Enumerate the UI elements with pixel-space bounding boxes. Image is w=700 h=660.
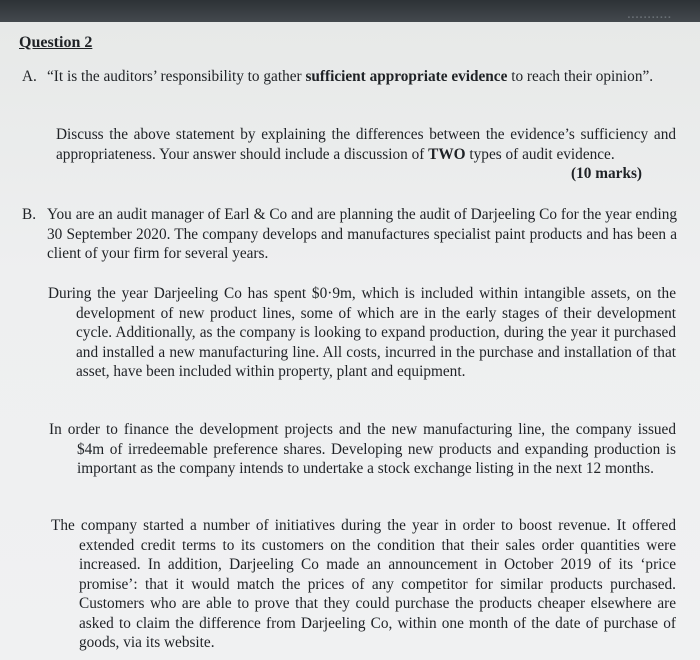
- part-a-quote-start: “It is the auditors’ responsibility to gather: [47, 68, 306, 85]
- faded-header-text: ...........: [627, 9, 672, 21]
- part-b-paragraph-1: During the year Darjeeling Co has spent $0·9m, which is included within intangible assets, on the development of new product lines, some of which are in the early stages of their development cycle. Additionally, as the company is looking to expand production, during the year it purchased and installed a new manufacturing line. All costs, incurred in the purchase and installation of that asset, have been included within property, plant and equipment.: [48, 285, 676, 380]
- part-a-instruction-start: Discuss the above statement by explaining the differences between the evidence’s sufficiency and appropriateness. Your answer should include a discussion of: [56, 126, 676, 163]
- part-a-instruction-end: types of audit evidence.: [465, 145, 615, 163]
- part-a-quote-end: to reach their opinion”.: [507, 68, 654, 85]
- part-a-quote: [47, 67, 677, 87]
- photo-top-edge: [0, 0, 700, 24]
- part-a-instruction-emphasis: TWO: [428, 145, 466, 163]
- part-a-letter: A.: [22, 68, 37, 85]
- part-a-instruction: [56, 125, 676, 184]
- part-b-letter: B.: [22, 206, 37, 223]
- part-b-intro: You are an audit manager of Earl & Co and are planning the audit of Darjeeling Co for the year ending 30 September 2020. The company develops and manufactures specialist paint products and has been a client of your firm for several years.: [47, 206, 677, 262]
- part-b-paragraph-2: In order to finance the development projects and the new manufacturing line, the company issued $4m of irredeemable preference shares. Developing new products and expanding production is important as the company intends to undertake a stock exchange listing in the next 12 months.: [49, 421, 676, 477]
- question-title: Question 2: [19, 34, 93, 51]
- part-b-paragraph-3: The company started a number of initiatives during the year in order to boost revenue. It offered extended credit terms to its customers on the condition that their sales order quantities were increased. In addition, Darjeeling Co made an announcement in October 2019 of its ‘price promise’: that it would match the prices of any competitor for similar products purchased. Customers who are able to prove that they could purchase the products cheaper elsewhere are asked to claim the difference from Darjeeling Co, within one month of the date of purchase of goods, via its website.: [51, 517, 676, 651]
- part-a-marks: (10 marks): [571, 165, 642, 182]
- part-a-quote-emphasis: sufficient appropriate evidence: [305, 68, 508, 85]
